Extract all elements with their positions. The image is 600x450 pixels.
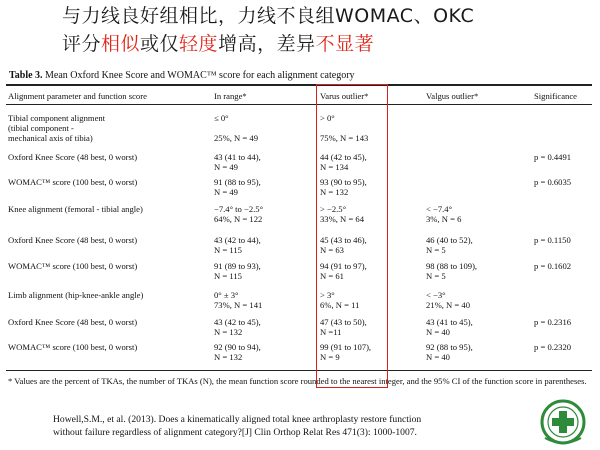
table-cell: p = 0.1150 (534, 235, 571, 245)
table-cell: WOMAC™ score (100 best, 0 worst) (8, 177, 138, 187)
table-cell: 21%, N = 40 (426, 300, 470, 310)
table-cell: 44 (42 to 45), (320, 152, 367, 162)
table-cell: p = 0.2316 (534, 317, 572, 327)
table-cell: < −3° (426, 290, 446, 300)
heading-text: 增高，差异 (218, 33, 316, 55)
table-cell: 64%, N = 122 (214, 214, 263, 224)
table-cell: N = 132 (214, 327, 243, 337)
table-cell: 45 (43 to 46), (320, 235, 367, 245)
table-cell: Tibial component alignment (8, 113, 106, 123)
table-caption: Mean Oxford Knee Score and WOMAC™ score for each alignment category (42, 70, 355, 81)
slide-heading (62, 2, 592, 58)
column-header-valgus: Valgus outlier* (426, 91, 479, 101)
table-cell: 92 (90 to 94), (214, 342, 261, 352)
table-number: Table 3. (9, 70, 43, 81)
table-cell: ≤ 0° (214, 113, 229, 123)
table-cell: < −7.4° (426, 204, 453, 214)
table-cell: N = 49 (214, 187, 238, 197)
table-cell: 6%, N = 11 (320, 300, 360, 310)
table-cell: 75%, N = 143 (320, 133, 369, 143)
table-cell: N = 9 (320, 352, 340, 362)
heading-line-2 (62, 30, 592, 58)
heading-text: 评分 (62, 33, 102, 55)
citation (53, 413, 523, 439)
table-cell: > 0° (320, 113, 335, 123)
table-cell: N = 115 (214, 271, 242, 281)
table-cell: 47 (43 to 50), (320, 317, 367, 327)
table-cell: Knee alignment (femoral - tibial angle) (8, 204, 143, 214)
table-title (9, 70, 355, 81)
table-cell: Oxford Knee Score (48 best, 0 worst) (8, 235, 138, 245)
table-cell: N = 132 (214, 352, 243, 362)
table-cell: 43 (42 to 44), (214, 235, 261, 245)
table-cell: 3%, N = 6 (426, 214, 462, 224)
table-cell: 43 (42 to 45), (214, 317, 261, 327)
table-cell: N = 63 (320, 245, 344, 255)
table-cell: −7.4° to −2.5° (214, 204, 264, 214)
table-cell: WOMAC™ score (100 best, 0 worst) (8, 261, 138, 271)
table-cell: p = 0.4491 (534, 152, 572, 162)
table-cell: (tibial component - (8, 123, 74, 133)
table-cell: 91 (89 to 93), (214, 261, 261, 271)
table-cell: p = 0.1602 (534, 261, 572, 271)
table-cell: 73%, N = 141 (214, 300, 263, 310)
heading-highlight: 轻度 (179, 33, 219, 55)
table-cell: N = 49 (214, 162, 238, 172)
column-header-varus: Varus outlier* (320, 91, 369, 101)
table-cell: 46 (40 to 52), (426, 235, 473, 245)
table-cell: 43 (41 to 45), (426, 317, 473, 327)
table-cell: 98 (88 to 109), (426, 261, 478, 271)
table-cell: N =11 (320, 327, 342, 337)
table-cell: p = 0.2320 (534, 342, 572, 352)
table-cell: N = 40 (426, 327, 450, 337)
table-cell: N = 5 (426, 245, 446, 255)
table-cell: Oxford Knee Score (48 best, 0 worst) (8, 317, 138, 327)
citation-line-2: without failure regardless of alignment category?[J] Clin Orthop Relat Res 471(3): 1000-1007. (53, 427, 417, 438)
hospital-emblem-icon (535, 398, 591, 446)
table-cell: N = 115 (214, 245, 242, 255)
table-cell: p = 0.6035 (534, 177, 572, 187)
table-cell: 93 (90 to 95), (320, 177, 367, 187)
table-cell: mechanical axis of tibia) (8, 133, 93, 143)
table-cell: Limb alignment (hip-knee-ankle angle) (8, 290, 144, 300)
table-top-rule (6, 84, 592, 86)
table-cell: Oxford Knee Score (48 best, 0 worst) (8, 152, 138, 162)
table-cell: N = 61 (320, 271, 344, 281)
table-cell: 91 (88 to 95), (214, 177, 261, 187)
table-cell: 0° ± 3° (214, 290, 239, 300)
heading-line-1: 与力线良好组相比，力线不良组WOMAC、OKC (62, 5, 475, 27)
table-cell: N = 134 (320, 162, 349, 172)
table-cell: N = 132 (320, 187, 349, 197)
table-cell: > 3° (320, 290, 335, 300)
citation-line-1: Howell,S.M., et al. (2013). Does a kinematically aligned total knee arthroplasty restore function (53, 414, 422, 425)
table-cell: 99 (91 to 107), (320, 342, 372, 352)
table-cell: 92 (88 to 95), (426, 342, 473, 352)
column-header-parameter: Alignment parameter and function score (8, 91, 147, 101)
table-cell: N = 40 (426, 352, 450, 362)
table-cell: WOMAC™ score (100 best, 0 worst) (8, 342, 138, 352)
heading-text: 或仅 (140, 33, 180, 55)
table-cell: > −2.5° (320, 204, 347, 214)
table-bottom-rule (6, 370, 592, 371)
table-header-rule (6, 104, 592, 105)
heading-highlight: 不显著 (315, 33, 375, 55)
table-cell: 43 (41 to 44), (214, 152, 261, 162)
table-cell: N = 5 (426, 271, 446, 281)
table-cell: 33%, N = 64 (320, 214, 364, 224)
column-header-significance: Significance (534, 91, 577, 101)
heading-highlight: 相似 (101, 33, 141, 55)
column-header-in-range: In range* (214, 91, 247, 101)
table-cell: 94 (91 to 97), (320, 261, 367, 271)
table-footnote: * Values are the percent of TKAs, the number of TKAs (N), the mean function score rounded to the nearest integer, and the 95% CI of the function score in parentheses. (8, 376, 587, 386)
table-cell: 25%, N = 49 (214, 133, 258, 143)
